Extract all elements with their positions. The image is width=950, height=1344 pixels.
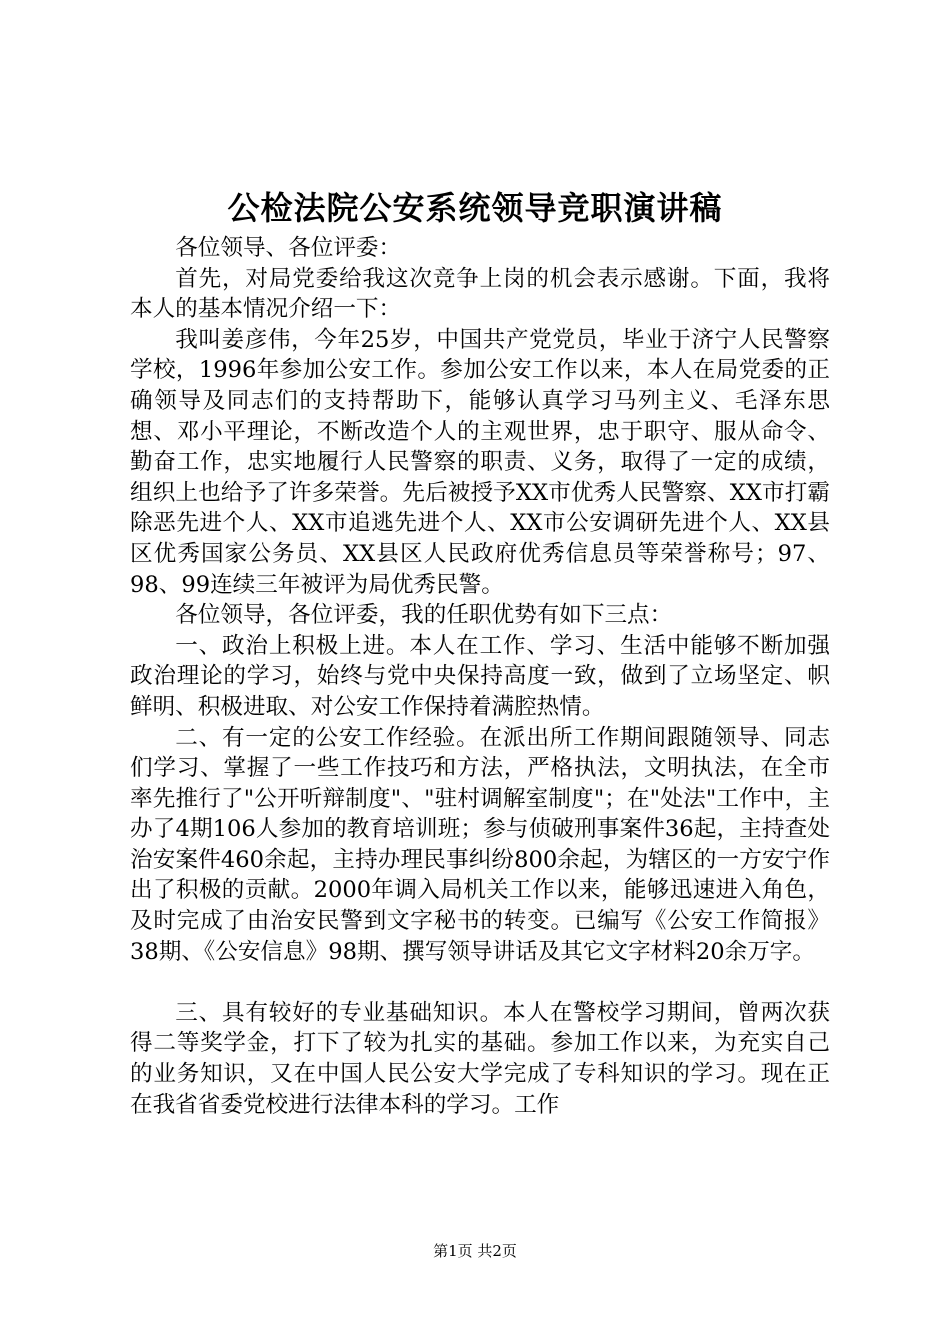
salutation-paragraph: 各位领导、各位评委： bbox=[175, 235, 402, 261]
advantage-one-paragraph: 一、政治上积极上进。本人在工作、学习、生活中能够不断加强政治理论的学习，始终与党中央保持高度一致，做到了立场坚定、帜鲜明、积极进取、对公安工作保持着满腔热情。 bbox=[130, 632, 830, 720]
background-paragraph: 我叫姜彦伟，今年25岁，中国共产党党员，毕业于济宁人民警察学校，1996年参加公安工作。参加公安工作以来，本人在局党委的正确领导及同志们的支持帮助下，能够认真学习马列主义、毛泽东思想、邓小平理论，不断改造个人的主观世界，忠于职守、服从命令、勤奋工作，忠实地履行人民警察的职责、义务，取得了一定的成绩，组织上也给予了许多荣誉。先后被授予XX市优秀人民警察、XX市打霸除恶先进个人、XX市追逃先进个人、XX市公安调研先进个人、XX县区优秀国家公务员、XX县区人民政府优秀信息员等荣誉称号；97、98、99连续三年被评为局优秀民警。 bbox=[130, 326, 830, 598]
intro-paragraph: 首先，对局党委给我这次竞争上岗的机会表示感谢。下面，我将本人的基本情况介绍一下： bbox=[130, 265, 830, 323]
advantages-intro-paragraph: 各位领导，各位评委，我的任职优势有如下三点： bbox=[175, 602, 673, 629]
advantage-three-paragraph: 三、具有较好的专业基础知识。本人在警校学习期间，曾两次获得二等奖学金，打下了较为扎实的基础。参加工作以来，为充实自己的业务知识，又在中国人民公安大学完成了专科知识的学习。现在正在我省省委党校进行法律本科的学习。工作 bbox=[130, 999, 830, 1118]
page-number-footer: 第1页 共2页 bbox=[433, 1242, 517, 1260]
document-body bbox=[130, 233, 830, 1120]
advantage-two-paragraph: 二、有一定的公安工作经验。在派出所工作期间跟随领导、同志们学习、掌握了一些工作技巧和方法，严格执法，文明执法，在全市率先推行了"公开听辩制度"、"驻村调解室制度"；在"处法"工作中，主办了4期106人参加的教育培训班；参与侦破刑事案件36起，主持查处治安案件460余起，主持办理民事纠纷800余起，为辖区的一方安宁作出了积极的贡献。2000年调入局机关工作以来，能够迅速进入角色，及时完成了由治安民警到文字秘书的转变。已编写《公安工作简报》38期、《公安信息》98期、撰写领导讲话及其它文字材料20余万字。 bbox=[130, 724, 830, 965]
document-title: 公检法院公安系统领导竞职演讲稿 bbox=[227, 189, 723, 227]
